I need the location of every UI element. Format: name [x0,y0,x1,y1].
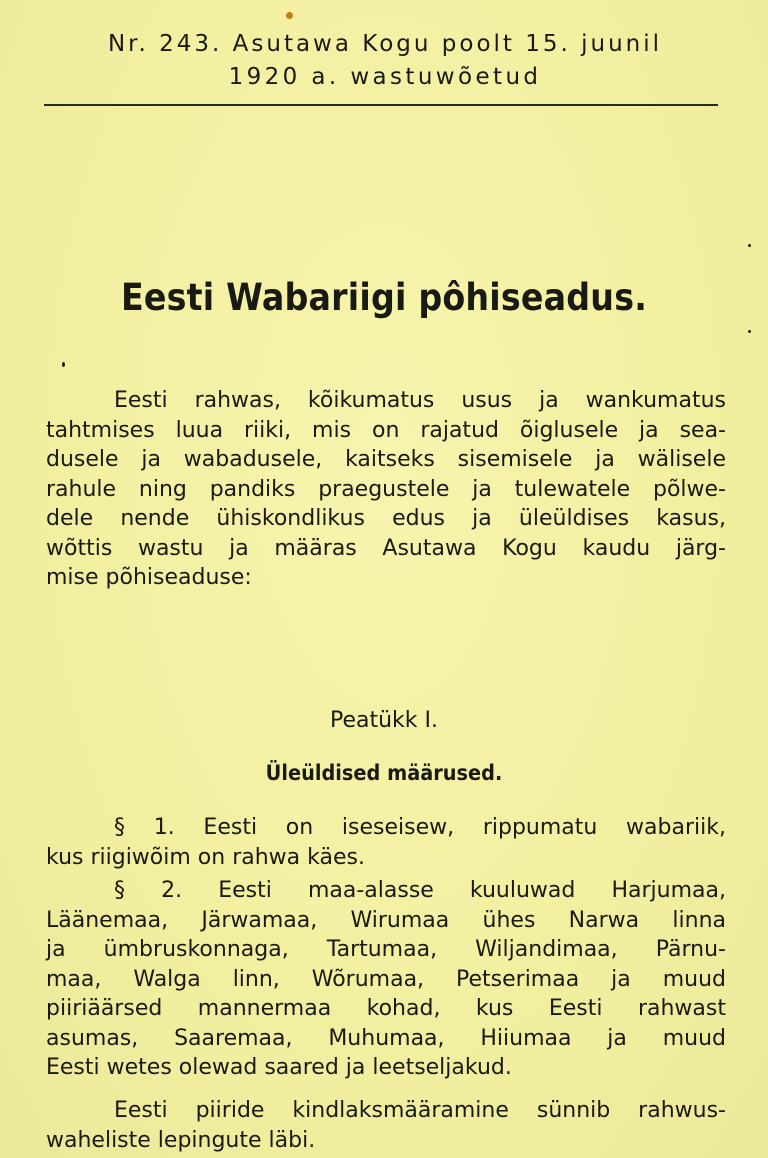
preamble-line: tahtmises luua riiki, mis on rajatud õiglusele ja sea- [46,417,726,443]
preamble-line: dusele ja wabadusele, kaitseks sisemisele ja wälisele [46,447,726,472]
header-line-2: 1920 a. wastuwõetud [228,64,542,90]
header-line-1: Nr. 243. Asutawa Kogu poolt 15. juunil [107,31,663,57]
paragraph-line: piiriäärsed mannermaa kohad, kus Eesti rahwast [46,996,726,1021]
paragraph-2 [46,876,726,1083]
section-subheading: Üleüldised määrused. [265,761,503,785]
paragraph-line: kus riigiwõim on rahwa käes. [46,844,365,870]
print-speck [748,330,751,333]
print-speck [286,12,293,19]
preamble-line: wõttis wastu ja määras Asutawa Kogu kaudu järg- [46,535,726,561]
preamble-line: dele nende ühiskondlikus edus ja üleüldises kasus, [46,506,726,531]
paragraph-line: Eesti wetes olewad saared ja leetseljakud. [46,1055,512,1080]
print-speck [62,362,65,367]
paragraph-line: § 2. Eesti maa-alasse kuuluwad Harjumaa, [114,878,726,903]
paragraph-3 [46,1096,726,1155]
document-title: Eesti Wabariigi pôhiseadus. [120,276,648,319]
paragraph-line: ja ümbruskonnaga, Tartumaa, Wiljandimaa, Pärnu- [46,937,726,962]
paragraph-line: asumas, Saaremaa, Muhumaa, Hiiumaa ja muud [46,1025,726,1051]
paragraph-line: Eesti piiride kindlaksmääramine sünnib rahwus- [114,1098,726,1123]
header-divider [44,104,718,106]
chapter-heading: Peatükk I. [329,708,439,733]
print-speck [748,244,751,247]
paragraph-line: maa, Walga linn, Wõrumaa, Petserimaa ja muud [46,966,726,992]
document-header [40,28,730,94]
paragraph-1 [46,813,726,872]
preamble-line: Eesti rahwas, kõikumatus usus ja wankumatus [114,388,726,413]
preamble-line: rahule ning pandiks praegustele ja tulewatele põlwe- [46,476,726,502]
preamble-paragraph [46,386,726,593]
paragraph-line: Läänemaa, Järwamaa, Wirumaa ühes Narwa linna [46,907,726,933]
preamble-line: mise põhiseaduse: [46,565,252,590]
paragraph-line: waheliste lepingute läbi. [46,1127,316,1153]
paragraph-line: § 1. Eesti on iseseisew, rippumatu wabariik, [114,815,726,840]
